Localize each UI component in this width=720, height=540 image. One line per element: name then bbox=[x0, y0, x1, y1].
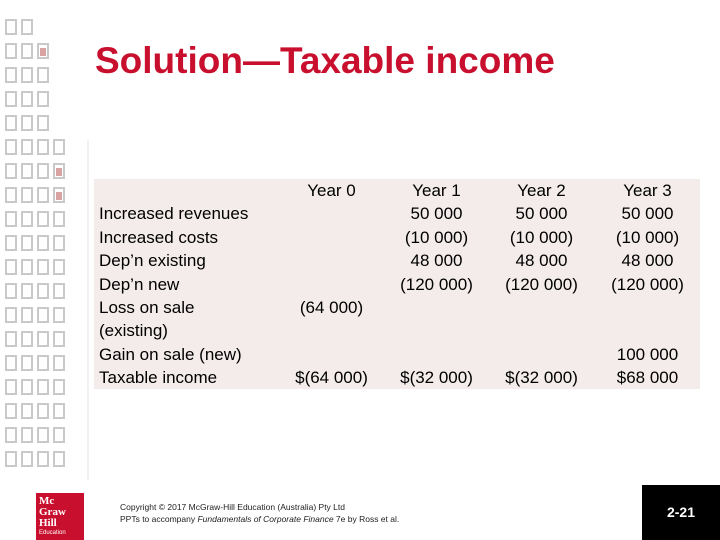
year3-gain-on-sale: 100 000 bbox=[616, 345, 679, 364]
page-number: 2-21 bbox=[666, 504, 696, 520]
label-increased-revenues: Increased revenues bbox=[99, 204, 249, 223]
ppt-line bbox=[120, 513, 399, 525]
label-existing: (existing) bbox=[99, 321, 168, 340]
logo-line1: Mc bbox=[39, 495, 55, 507]
year1-costs: (10 000) bbox=[404, 228, 469, 247]
mcgraw-hill-logo bbox=[36, 493, 84, 540]
logo-line3: Hill bbox=[39, 517, 57, 529]
year3-dep-existing: 48 000 bbox=[621, 251, 674, 270]
year3-column bbox=[595, 179, 700, 389]
header-year3: Year 3 bbox=[623, 181, 672, 200]
header-year0: Year 0 bbox=[307, 181, 356, 200]
logo-line4: Education bbox=[39, 530, 66, 536]
year0-loss-on-sale: (64 000) bbox=[299, 298, 364, 317]
year0-taxable-income: $(64 000) bbox=[295, 368, 368, 387]
year1-revenues: 50 000 bbox=[410, 204, 463, 223]
label-increased-costs: Increased costs bbox=[99, 228, 219, 247]
year2-dep-existing: 48 000 bbox=[515, 251, 568, 270]
year3-costs: (10 000) bbox=[615, 228, 680, 247]
year2-revenues: 50 000 bbox=[515, 204, 568, 223]
year1-taxable-income: $(32 000) bbox=[400, 368, 473, 387]
year2-costs: (10 000) bbox=[509, 228, 574, 247]
book-title: Fundamentals of Corporate Finance bbox=[197, 514, 334, 524]
logo-line2: Graw bbox=[39, 506, 66, 518]
year2-column bbox=[490, 179, 593, 389]
taxable-income-table bbox=[94, 179, 700, 389]
ppt-suffix: 7e by Ross et al. bbox=[333, 514, 400, 524]
label-gain-on-sale: Gain on sale (new) bbox=[99, 345, 242, 364]
header-year1: Year 1 bbox=[412, 181, 461, 200]
copyright-line: Copyright © 2017 McGraw-Hill Education (Australia) Pty Ltd bbox=[120, 502, 345, 512]
page-number-box bbox=[642, 485, 720, 540]
label-dep-existing: Dep’n existing bbox=[99, 251, 206, 270]
footer-copyright bbox=[120, 501, 399, 525]
year2-dep-new: (120 000) bbox=[505, 275, 578, 294]
row-labels-column bbox=[94, 179, 278, 389]
label-loss-on-sale: Loss on sale bbox=[99, 298, 195, 317]
year3-dep-new: (120 000) bbox=[611, 275, 684, 294]
year1-dep-new: (120 000) bbox=[400, 275, 473, 294]
slide-title: Solution—Taxable income bbox=[95, 40, 555, 81]
year3-revenues: 50 000 bbox=[621, 204, 674, 223]
label-taxable-income: Taxable income bbox=[99, 368, 218, 387]
ppt-prefix: PPTs to accompany bbox=[120, 514, 198, 524]
label-dep-new: Dep’n new bbox=[99, 275, 180, 294]
year1-column bbox=[385, 179, 488, 389]
year2-taxable-income: $(32 000) bbox=[505, 368, 578, 387]
year1-dep-existing: 48 000 bbox=[410, 251, 463, 270]
year0-column bbox=[280, 179, 383, 389]
header-year2: Year 2 bbox=[517, 181, 566, 200]
year3-taxable-income: $68 000 bbox=[616, 368, 679, 387]
